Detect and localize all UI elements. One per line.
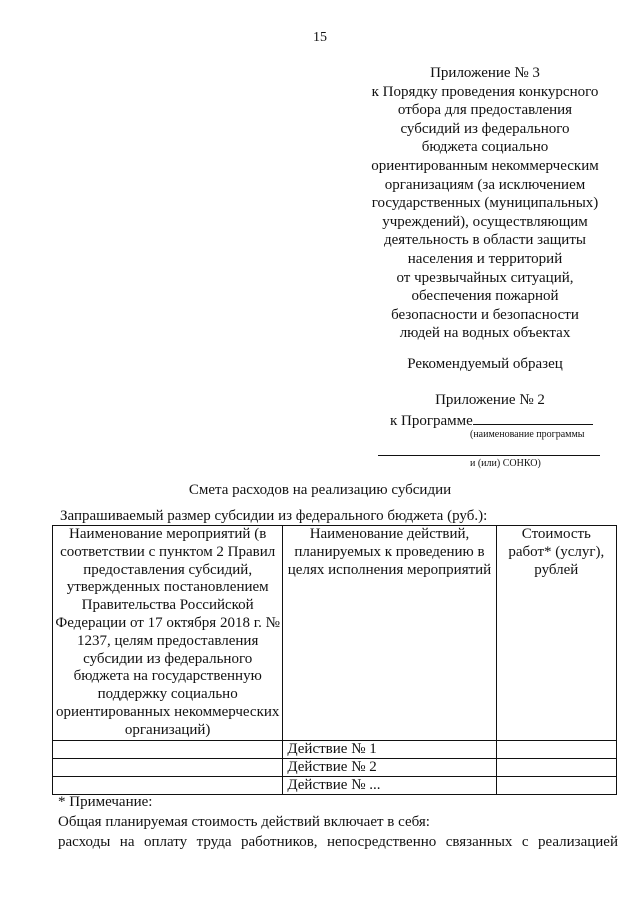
page-number: 15 — [313, 30, 327, 45]
appendix-3-line: населения и территорий — [407, 250, 563, 267]
program-label: к Программе — [390, 413, 473, 429]
appendix-3-line: людей на водных объектах — [399, 325, 571, 342]
program-name-caption: (наименование программы — [470, 429, 585, 440]
footnote-heading: * Примечание: — [58, 794, 153, 810]
appendix-3-line: ориентированным некоммерческим — [371, 157, 599, 174]
appendix-3-line: обеспечения пожарной — [411, 288, 559, 305]
cost-estimate-title: Смета расходов на реализацию субсидии — [188, 482, 452, 498]
program-name-row — [390, 410, 593, 430]
appendix-3-line: организациям (за исключением — [384, 176, 586, 193]
action-cell: Действие № 1 — [283, 740, 496, 758]
appendix-3-line: учреждений), осуществляющим — [382, 213, 588, 230]
table-row — [53, 758, 617, 776]
appendix-2-title: Приложение № 2 — [435, 392, 545, 408]
sonko-caption: и (или) СОНКО) — [470, 458, 541, 469]
cost-estimate-table — [52, 525, 617, 795]
appendix-3-line: субсидий из федерального — [400, 120, 570, 137]
footnote-line: Общая планируемая стоимость действий включает в себя: — [58, 814, 430, 830]
event-cell — [53, 740, 283, 758]
appendix-3-line: к Порядку проведения конкурсного — [371, 83, 599, 100]
header-cost: Стоимость работ* (услуг), рублей — [496, 526, 616, 741]
header-actions: Наименование действий, планируемых к проведению в целях исполнения мероприятий — [283, 526, 496, 741]
appendix-3-line: отбора для предоставления — [397, 102, 573, 119]
appendix-3-line: от чрезвычайных ситуаций, — [396, 269, 574, 286]
action-cell: Действие № 2 — [283, 758, 496, 776]
appendix-3-line: деятельность в области защиты — [384, 232, 586, 249]
appendix-3-line: бюджета социально — [421, 139, 549, 156]
cost-cell — [496, 758, 616, 776]
event-cell — [53, 758, 283, 776]
appendix-3-line: Приложение № 3 — [430, 65, 540, 81]
action-cell: Действие № ... — [283, 776, 496, 794]
sonko-blank-line — [378, 455, 600, 456]
table-header-row — [53, 526, 617, 741]
appendix-3-line: государственных (муниципальных) — [371, 195, 599, 212]
recommended-sample-label: Рекомендуемый образец — [407, 356, 563, 372]
program-name-blank — [473, 410, 593, 425]
footnote — [58, 792, 618, 852]
appendix-3-line: безопасности и безопасности — [391, 306, 579, 323]
footnote-line: расходы на оплату труда работников, непосредственно связанных с реализацией — [58, 834, 618, 850]
cost-cell — [496, 740, 616, 758]
header-events: Наименование мероприятий (в соответствии с пунктом 2 Правил предоставления субсидий, утвержденных постановлением Правительства Российской Федерации от 17 октября 2018 г. № 1237, целям предоставления субсидии из федерального бюджета на государственную поддержку социально ориентированных некоммерческих организаций) — [53, 526, 283, 741]
appendix-3-header — [355, 64, 615, 343]
table-row — [53, 740, 617, 758]
requested-amount-label: Запрашиваемый размер субсидии из федерального бюджета (руб.): — [60, 508, 488, 524]
